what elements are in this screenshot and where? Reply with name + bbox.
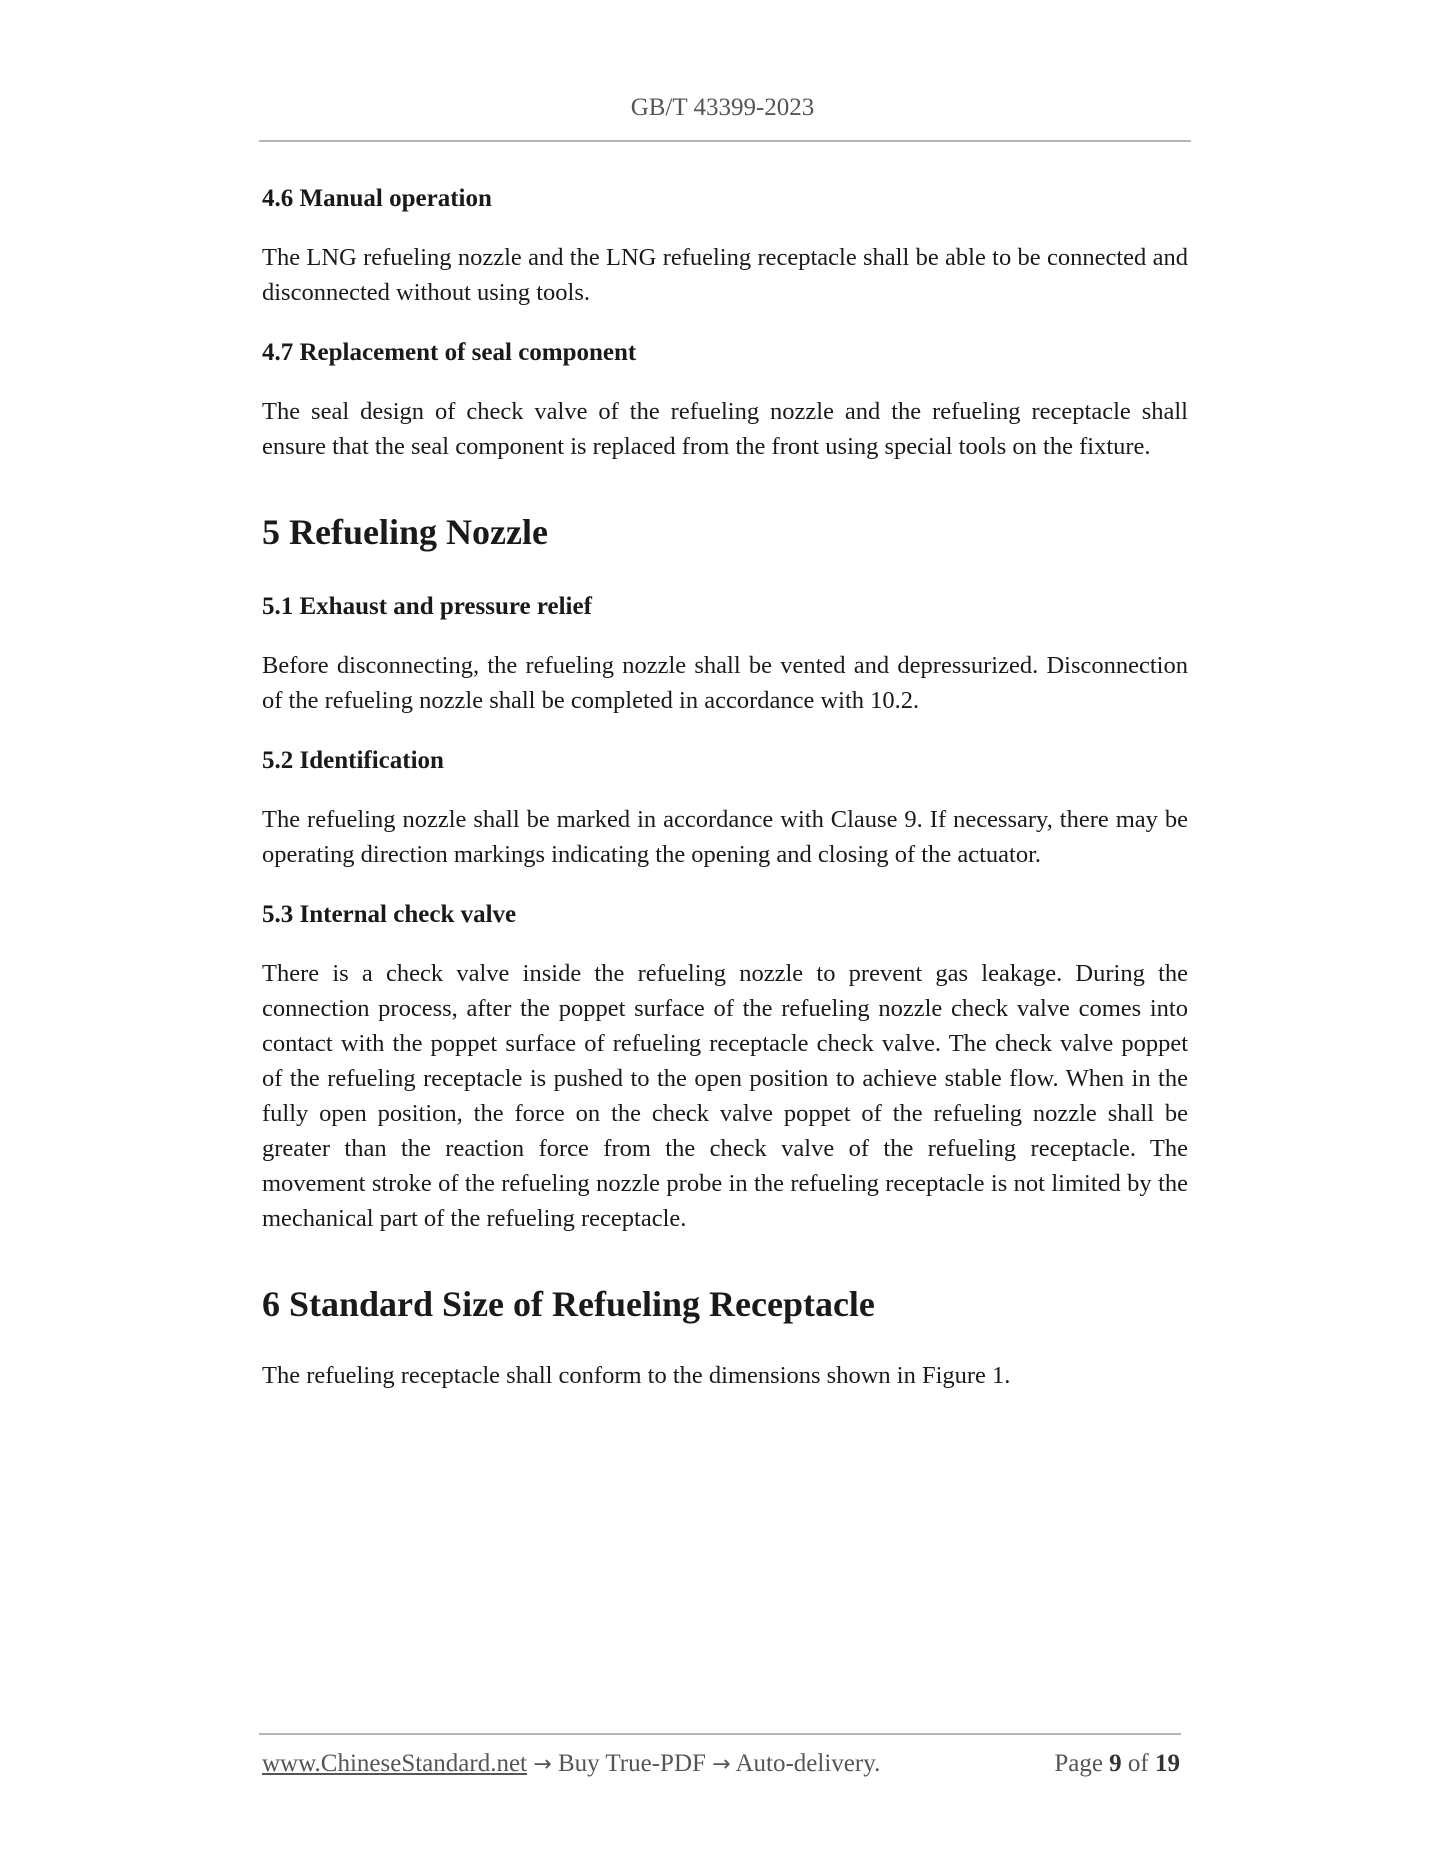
of-label: of [1127, 1750, 1149, 1777]
buy-true-pdf-text: Buy True-PDF [557, 1750, 706, 1777]
heading-5-3: 5.3 Internal check valve [262, 901, 517, 928]
paragraph-4-6: The LNG refueling nozzle and the LNG refueling receptacle shall be able to be connected and disconnected without using tools. [262, 244, 1188, 306]
paragraph-5-1: Before disconnecting, the refueling nozzle shall be vented and depressurized. Disconnection of the refueling nozzle shall be completed in accordance with 10.2. [262, 652, 1188, 714]
heading-4-6: 4.6 Manual operation [262, 185, 492, 212]
page-label: Page [1054, 1750, 1103, 1777]
arrow-right-icon: → [712, 1752, 731, 1777]
heading-5-2: 5.2 Identification [262, 747, 444, 774]
current-page-number: 9 [1109, 1750, 1122, 1777]
section-heading-5: 5 Refueling Nozzle [262, 512, 548, 552]
footer-divider [259, 1733, 1181, 1735]
footer-links [262, 1750, 880, 1778]
chinesestandard-link[interactable]: www.ChineseStandard.net [262, 1750, 527, 1777]
heading-5-1: 5.1 Exhaust and pressure relief [262, 593, 592, 620]
paragraph-5-2: The refueling nozzle shall be marked in accordance with Clause 9. If necessary, there may be operating direction markings indicating the opening and closing of the actuator. [262, 806, 1188, 868]
page-footer [262, 1750, 1180, 1784]
paragraph-4-7: The seal design of check valve of the refueling nozzle and the refueling receptacle shall ensure that the seal component is replaced from the front using special tools on the fixture. [262, 398, 1188, 460]
total-pages-number: 19 [1155, 1750, 1180, 1777]
arrow-right-icon: → [533, 1752, 552, 1777]
page-content [262, 178, 1188, 1393]
section-heading-6: 6 Standard Size of Refueling Receptacle [262, 1284, 875, 1324]
header-divider [259, 140, 1191, 142]
heading-4-7: 4.7 Replacement of seal component [262, 339, 637, 366]
page-indicator [1054, 1750, 1180, 1778]
paragraph-6: The refueling receptacle shall conform to the dimensions shown in Figure 1. [262, 1362, 1011, 1389]
document-header-title: GB/T 43399-2023 [630, 94, 815, 121]
paragraph-5-3: There is a check valve inside the refueling nozzle to prevent gas leakage. During the connection process, after the poppet surface of the refueling nozzle check valve comes into contact with the poppet surface of refueling receptacle check valve. The check valve poppet of the refueling receptacle is pushed to the open position to achieve stable flow. When in the fully open position, the force on the check valve poppet of the refueling nozzle shall be greater than the reaction force from the check valve of the refueling receptacle. The movement stroke of the refueling nozzle probe in the refueling receptacle is not limited by the mechanical part of the refueling receptacle. [262, 960, 1188, 1232]
auto-delivery-text: Auto-delivery. [735, 1750, 881, 1777]
